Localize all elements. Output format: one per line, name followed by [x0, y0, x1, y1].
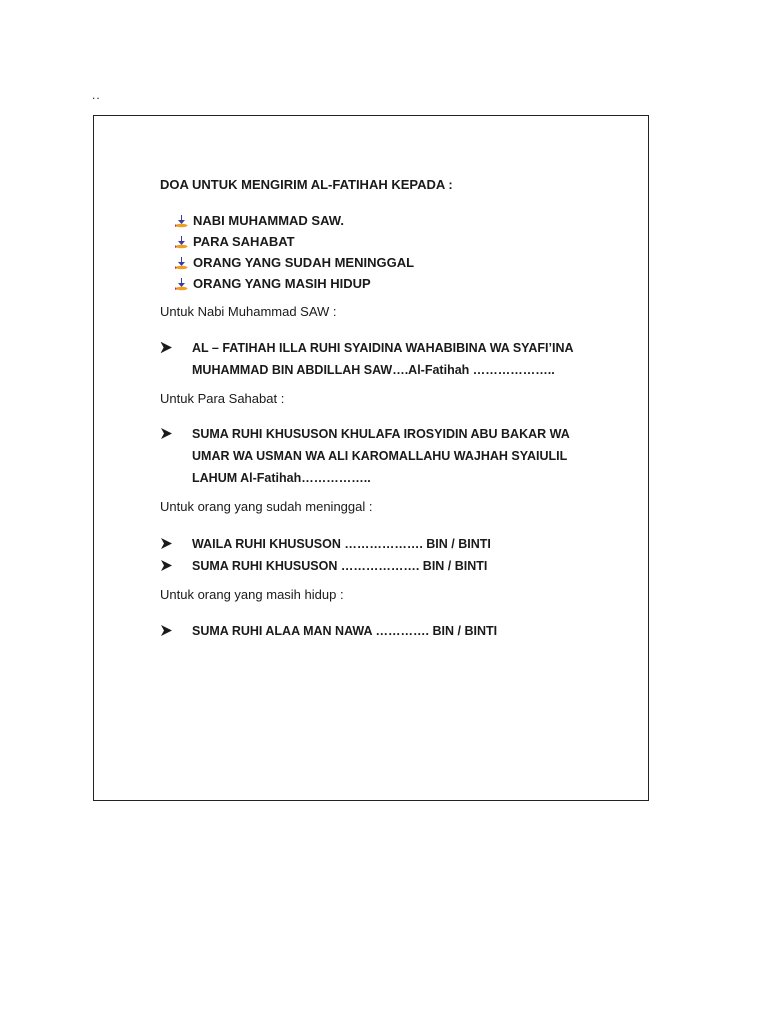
- section-heading-hidup: Untuk orang yang masih hidup :: [160, 587, 344, 602]
- section-heading-meninggal: Untuk orang yang sudah meninggal :: [160, 499, 373, 514]
- arrowhead-bullet-icon: [160, 427, 173, 440]
- bullet-line: AL – FATIHAH ILLA RUHI SYAIDINA WAHABIBINA WA SYAFI’INA: [192, 341, 574, 355]
- recipient-label: PARA SAHABAT: [193, 234, 295, 249]
- top-marker: ..: [92, 88, 101, 102]
- arrowhead-bullet-icon: [160, 624, 173, 637]
- document-title: DOA UNTUK MENGIRIM AL-FATIHAH KEPADA :: [160, 177, 453, 192]
- document-content: [160, 176, 620, 642]
- recipient-item: [174, 273, 620, 294]
- arrowhead-bullet-icon: [160, 537, 173, 550]
- bullet-line: LAHUM Al-Fatihah……………..: [192, 471, 371, 485]
- candle-arrow-icon: [174, 277, 189, 291]
- bullet-line: SUMA RUHI ALAA MAN NAWA …………. BIN / BINTI: [192, 624, 498, 638]
- bullet-line: SUMA RUHI KHUSUSON ………………. BIN / BINTI: [192, 559, 488, 573]
- bullet-item: [160, 533, 620, 555]
- candle-arrow-icon: [174, 235, 189, 249]
- bullet-line: MUHAMMAD BIN ABDILLAH SAW….Al-Fatihah ………………..: [192, 363, 555, 377]
- bullet-item: [160, 337, 620, 381]
- recipient-label: ORANG YANG SUDAH MENINGGAL: [193, 255, 415, 270]
- bullet-list-hidup: [160, 620, 620, 642]
- bullet-item: [160, 555, 620, 577]
- arrowhead-bullet-icon: [160, 559, 173, 572]
- candle-arrow-icon: [174, 214, 189, 228]
- bullet-list-meninggal: [160, 533, 620, 577]
- recipient-item: [174, 252, 620, 273]
- bullet-line: SUMA RUHI KHUSUSON KHULAFA IROSYIDIN ABU BAKAR WA: [192, 427, 570, 441]
- recipient-label: NABI MUHAMMAD SAW.: [193, 213, 344, 228]
- recipient-list: [160, 210, 620, 294]
- bullet-item: [160, 620, 620, 642]
- document-frame: [93, 115, 649, 801]
- section-heading-nabi: Untuk Nabi Muhammad SAW :: [160, 304, 337, 319]
- bullet-line: WAILA RUHI KHUSUSON ………………. BIN / BINTI: [192, 537, 491, 551]
- recipient-item: [174, 231, 620, 252]
- bullet-list-nabi: [160, 337, 620, 381]
- recipient-label: ORANG YANG MASIH HIDUP: [193, 276, 371, 291]
- recipient-item: [174, 210, 620, 231]
- bullet-line: UMAR WA USMAN WA ALI KAROMALLAHU WAJHAH SYAIULIL: [192, 449, 568, 463]
- arrowhead-bullet-icon: [160, 341, 173, 354]
- section-heading-sahabat: Untuk Para Sahabat :: [160, 391, 285, 406]
- candle-arrow-icon: [174, 256, 189, 270]
- bullet-item: [160, 423, 620, 489]
- bullet-list-sahabat: [160, 423, 620, 489]
